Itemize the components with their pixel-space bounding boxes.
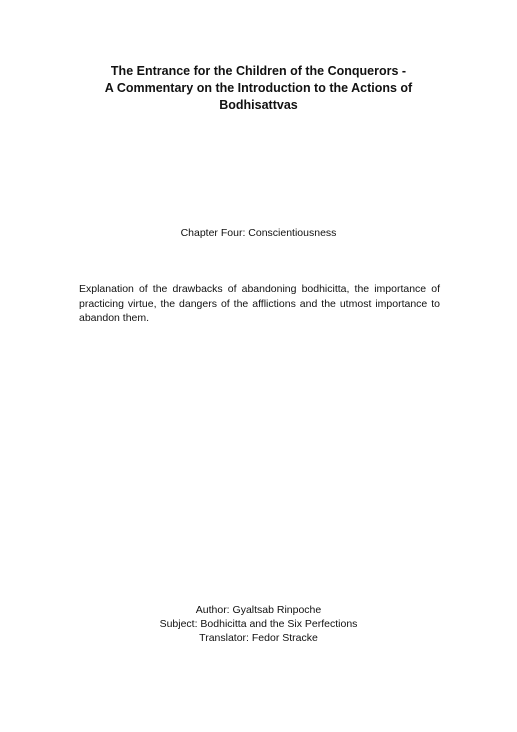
- chapter-summary: Explanation of the drawbacks of abandoning bodhicitta, the importance of practicing virtue, the dangers of the afflictions and the utmost importance to abandon them.: [79, 283, 440, 324]
- title-line-2: A Commentary on the Introduction to the Actions of: [104, 81, 413, 95]
- title-line-3: Bodhisattvas: [219, 98, 298, 112]
- translator-line: Translator: Fedor Stracke: [199, 632, 318, 644]
- document-metadata: [0, 603, 517, 645]
- title-line-1: The Entrance for the Children of the Conquerors -: [110, 64, 407, 78]
- subject-line: Subject: Bodhicitta and the Six Perfections: [159, 618, 358, 630]
- chapter-heading: Chapter Four: Conscientiousness: [180, 227, 337, 239]
- document-title: [60, 63, 457, 114]
- author-line: Author: Gyaltsab Rinpoche: [195, 604, 322, 616]
